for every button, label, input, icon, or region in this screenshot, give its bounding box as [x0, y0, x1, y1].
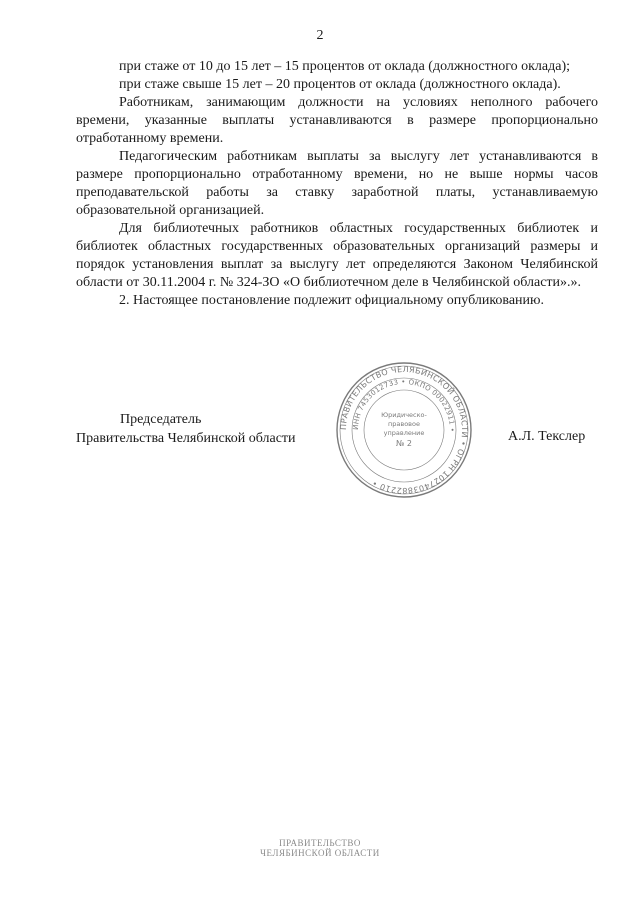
page-number: 2 [316, 28, 324, 43]
seal-center-line2: правовое [388, 420, 420, 428]
signatory-title [76, 410, 296, 448]
paragraph-4: Педагогическим работникам выплаты за выслугу лет устанавливаются в размере пропорционально отработанному времени, но не выше нормы часов преподавательской работы за ставку заработной платы, устанавливаемую образовательной организацией. [76, 149, 598, 218]
signatory-name: А.Л. Текслер [508, 429, 586, 444]
signatory-title-line2: Правительства Челябинской области [76, 431, 296, 446]
seal-center-line4: № 2 [396, 439, 412, 448]
paragraph-3: Работникам, занимающим должности на условиях неполного рабочего времени, указанные выплаты устанавливаются в размере пропорционально отработанному времени. [76, 95, 598, 146]
footer-line1: ПРАВИТЕЛЬСТВО [279, 838, 361, 848]
seal-inner-text: ИНН 7453012733 • ОКПО 00022911 • [351, 377, 457, 433]
seal-center-line1: Юридическо- [381, 411, 427, 419]
seal-outer-text: ПРАВИТЕЛЬСТВО ЧЕЛЯБИНСКОЙ ОБЛАСТИ • ОГРН 1027403882210 • [338, 364, 470, 496]
document-body [76, 58, 598, 310]
footer-line2: ЧЕЛЯБИНСКОЙ ОБЛАСТИ [260, 848, 380, 858]
seal-center-line3: управление [383, 429, 425, 437]
paragraph-6: 2. Настоящее постановление подлежит официальному опубликованию. [119, 293, 544, 308]
watermark-footer [0, 838, 640, 858]
paragraph-1: при стаже от 10 до 15 лет – 15 процентов от оклада (должностного оклада); [119, 59, 570, 74]
paragraph-5: Для библиотечных работников областных государственных библиотек и библиотек областных государственных образовательных организаций размеры и порядок установления выплат за выслугу лет определяются Законом Челябинской области от 30.11.2004 г. № 324-ЗО «О библиотечном деле в Челябинской области».». [76, 221, 598, 290]
signatory-title-line1: Председатель [120, 412, 202, 427]
paragraph-2: при стаже свыше 15 лет – 20 процентов от оклада (должностного оклада). [119, 77, 561, 92]
official-seal [334, 360, 474, 500]
